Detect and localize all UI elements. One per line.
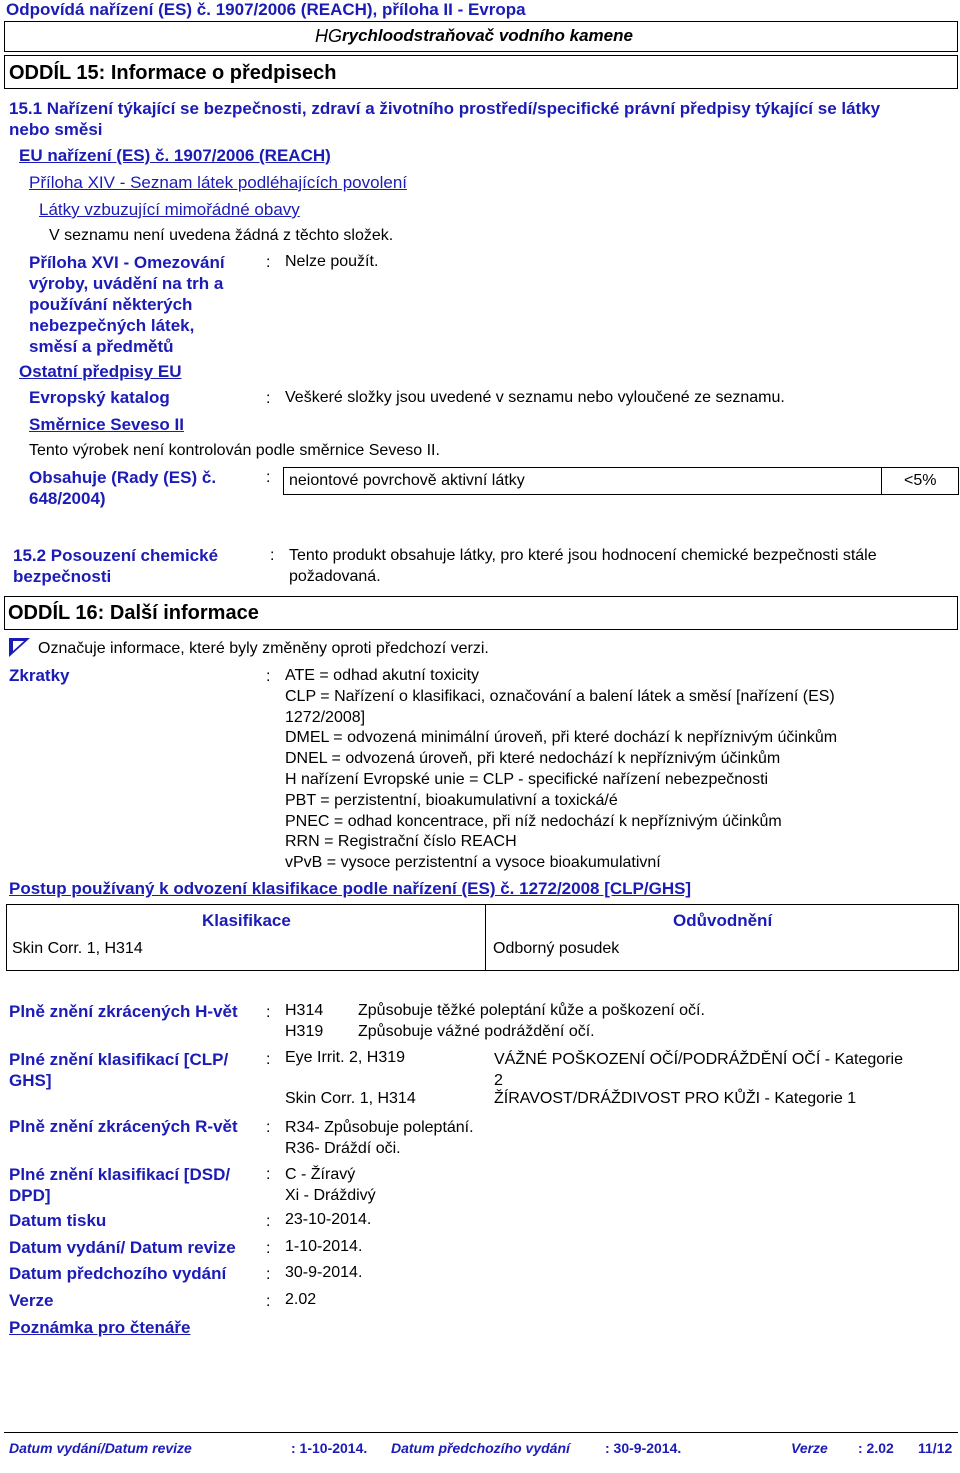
clp-code: Skin Corr. 1, H314	[285, 1090, 416, 1107]
subsection-15-2-label	[13, 545, 218, 587]
abbreviation-line: vPvB = vysoce perzistentní a vysoce bioakumulativní	[285, 854, 661, 872]
justification-cell: Odborný posudek	[493, 940, 620, 957]
classification-table	[6, 904, 959, 971]
abbreviation-line: DMEL = odvozená minimální úroveň, při které dochází k nepříznivým účinkům	[285, 729, 838, 747]
clp-text	[494, 1049, 903, 1091]
clp-label	[9, 1049, 228, 1091]
subsection-15-1-line1: 15.1 Nařízení týkající se bezpečnosti, zdraví a životního prostředí/specifické právní předpisy týkající se látky	[9, 99, 881, 118]
footer-version-label: Verze	[791, 1440, 828, 1456]
version-value: 2.02	[285, 1291, 317, 1308]
colon: :	[266, 1119, 271, 1136]
changed-note: Označuje informace, které byly změněny oproti předchozí verzi.	[38, 640, 489, 657]
footer-prev-label: Datum předchozího vydání	[391, 1440, 570, 1456]
table-divider	[881, 468, 882, 494]
annex-17-value: Nelze použít.	[285, 253, 379, 270]
colon: :	[266, 1051, 271, 1068]
subsection-15-2-value	[289, 545, 877, 587]
section-15-title: ODDÍL 15: Informace o předpisech	[9, 62, 337, 84]
dsd-line: C - Žíravý	[285, 1166, 356, 1183]
footer-version-value: : 2.02	[858, 1440, 894, 1456]
colon: :	[266, 668, 271, 685]
abbreviation-line: PBT = perzistentní, bioakumulativní a toxická/é	[285, 791, 618, 809]
colon: :	[266, 1293, 271, 1310]
clp-text-line: 2	[494, 1072, 503, 1089]
prev-date-value: 30-9-2014.	[285, 1264, 363, 1281]
table-divider	[485, 905, 486, 970]
colon: :	[266, 1004, 271, 1021]
section-16-box	[4, 596, 958, 630]
european-catalog-label: Evropský katalog	[29, 388, 170, 407]
r-phrase-line: R34- Způsobuje poleptání.	[285, 1119, 474, 1136]
contains-label	[29, 467, 216, 509]
european-catalog-value: Veškeré složky jsou uvedené v seznamu nebo vyloučené ze seznamu.	[285, 389, 785, 406]
abbreviations-label: Zkratky	[9, 666, 70, 685]
colon: :	[266, 1266, 271, 1283]
annex-17-line: používání některých	[29, 295, 193, 314]
abbreviation-line: H nařízení Evropské unie = CLP - specifické nařízení nebezpečnosti	[285, 770, 769, 788]
annex-14-heading: Příloha XIV - Seznam látek podléhajících povolení	[29, 173, 407, 192]
clp-label-line: GHS]	[9, 1071, 52, 1090]
regulation-header: Odpovídá nařízení (ES) č. 1907/2006 (REACH), příloha II - Evropa	[6, 0, 526, 19]
footer-rule	[4, 1432, 958, 1433]
abbreviation-line: RRN = Registrační číslo REACH	[285, 833, 517, 851]
h-code: H319	[285, 1023, 324, 1040]
colon: :	[266, 1213, 271, 1230]
annex-17-line: směsí a předmětů	[29, 337, 174, 356]
procedure-heading: Postup používaný k odvození klasifikace podle nařízení (ES) č. 1272/2008 [CLP/GHS]	[9, 879, 692, 898]
colon: :	[266, 254, 271, 271]
svhc-heading: Látky vzbuzující mimořádné obavy	[39, 200, 300, 219]
contains-percentage: <5%	[904, 472, 937, 489]
dsd-label	[9, 1164, 230, 1206]
clp-text: ŽÍRAVOST/DRÁŽDIVOST PRO KŮŽI - Kategorie 1	[494, 1090, 857, 1107]
eu-regulation-heading: EU nařízení (ES) č. 1907/2006 (REACH)	[19, 146, 331, 165]
annex-17-line: nebezpečných látek,	[29, 316, 195, 335]
footer-page-number: 11/12	[918, 1440, 953, 1456]
contains-line: Obsahuje (Rady (ES) č.	[29, 468, 217, 487]
abbreviation-line: CLP = Nařízení o klasifikaci, označování a balení látek a směsí [nařízení (ES)	[285, 687, 835, 705]
annex-17-label	[29, 252, 225, 357]
r-phrase-line: R36- Dráždí oči.	[285, 1140, 401, 1157]
clp-text-line: VÁŽNÉ POŠKOZENÍ OČÍ/PODRÁŽDĚNÍ OČÍ - Kategorie	[494, 1051, 903, 1068]
issue-date-label: Datum vydání/ Datum revize	[9, 1238, 236, 1257]
product-name: rychloodstraňovač vodního kamene	[342, 26, 633, 45]
contains-line: 648/2004)	[29, 489, 106, 508]
reader-note-heading: Poznámka pro čtenáře	[9, 1318, 191, 1337]
dsd-label-line: Plné znění klasifikací [DSD/	[9, 1165, 231, 1184]
seveso-heading: Směrnice Seveso II	[29, 415, 184, 434]
r-phrases-label: Plně znění zkrácených R-vět	[9, 1117, 238, 1136]
subsection-15-2-value-line: požadovaná.	[289, 568, 381, 585]
changed-marker-icon	[9, 638, 31, 658]
version-label: Verze	[9, 1291, 54, 1310]
prev-date-label: Datum předchozího vydání	[9, 1264, 227, 1283]
colon: :	[270, 547, 275, 564]
contains-table	[283, 467, 959, 495]
abbreviation-line: DNEL = odvozená úroveň, při které nedochází k nepříznivým účinkům	[285, 750, 781, 768]
other-eu-heading: Ostatní předpisy EU	[19, 362, 182, 381]
brand-mark: HG	[315, 26, 342, 46]
subsection-15-1-line2: nebo směsi	[9, 120, 103, 139]
h-code: H314	[285, 1002, 324, 1019]
annex-17-line: Příloha XVI - Omezování	[29, 253, 225, 272]
clp-label-line: Plné znění klasifikací [CLP/	[9, 1050, 229, 1069]
r-phrases-list	[285, 1117, 474, 1159]
product-header-box	[4, 21, 958, 52]
abbreviations-list	[285, 666, 837, 874]
classification-header: Klasifikace	[202, 911, 291, 930]
subsection-15-2-value-line: Tento produkt obsahuje látky, pro které jsou hodnocení chemické bezpečnosti stále	[289, 547, 877, 564]
subsection-15-2-line: bezpečnosti	[13, 567, 112, 586]
annex-17-line: výroby, uvádění na trh a	[29, 274, 224, 293]
footer-issue-value: : 1-10-2014.	[291, 1440, 368, 1456]
seveso-text: Tento výrobek není kontrolován podle směrnice Seveso II.	[29, 442, 440, 459]
svhc-text: V seznamu není uvedena žádná z těchto složek.	[49, 227, 394, 244]
print-date-label: Datum tisku	[9, 1211, 107, 1230]
colon: :	[266, 1166, 271, 1183]
abbreviation-line: 1272/2008]	[285, 708, 366, 726]
h-text: Způsobuje těžké poleptání kůže a poškození očí.	[358, 1002, 705, 1019]
footer-prev-value: : 30-9-2014.	[605, 1440, 682, 1456]
h-text: Způsobuje vážné podráždění očí.	[358, 1023, 595, 1040]
colon: :	[266, 390, 271, 407]
abbreviation-line: ATE = odhad akutní toxicity	[285, 667, 480, 684]
abbreviation-line: PNEC = odhad koncentrace, při níž nedochází k nepříznivým účinkům	[285, 812, 782, 830]
dsd-label-line: DPD]	[9, 1186, 51, 1205]
colon: :	[266, 1240, 271, 1257]
classification-cell: Skin Corr. 1, H314	[12, 940, 143, 957]
section-16-title: ODDÍL 16: Další informace	[8, 602, 259, 624]
issue-date-value: 1-10-2014.	[285, 1238, 363, 1255]
footer-issue-label: Datum vydání/Datum revize	[9, 1440, 192, 1456]
contains-item: neiontové povrchově aktivní látky	[289, 472, 525, 489]
section-15-box	[4, 55, 958, 89]
h-statements-label: Plně znění zkrácených H-vět	[9, 1002, 238, 1021]
subsection-15-2-line: 15.2 Posouzení chemické	[13, 546, 219, 565]
clp-code: Eye Irrit. 2, H319	[285, 1049, 406, 1066]
colon: :	[266, 469, 271, 486]
dsd-list	[285, 1164, 376, 1206]
justification-header: Odůvodnění	[673, 911, 773, 930]
print-date-value: 23-10-2014.	[285, 1211, 372, 1228]
dsd-line: Xi - Dráždivý	[285, 1187, 376, 1204]
